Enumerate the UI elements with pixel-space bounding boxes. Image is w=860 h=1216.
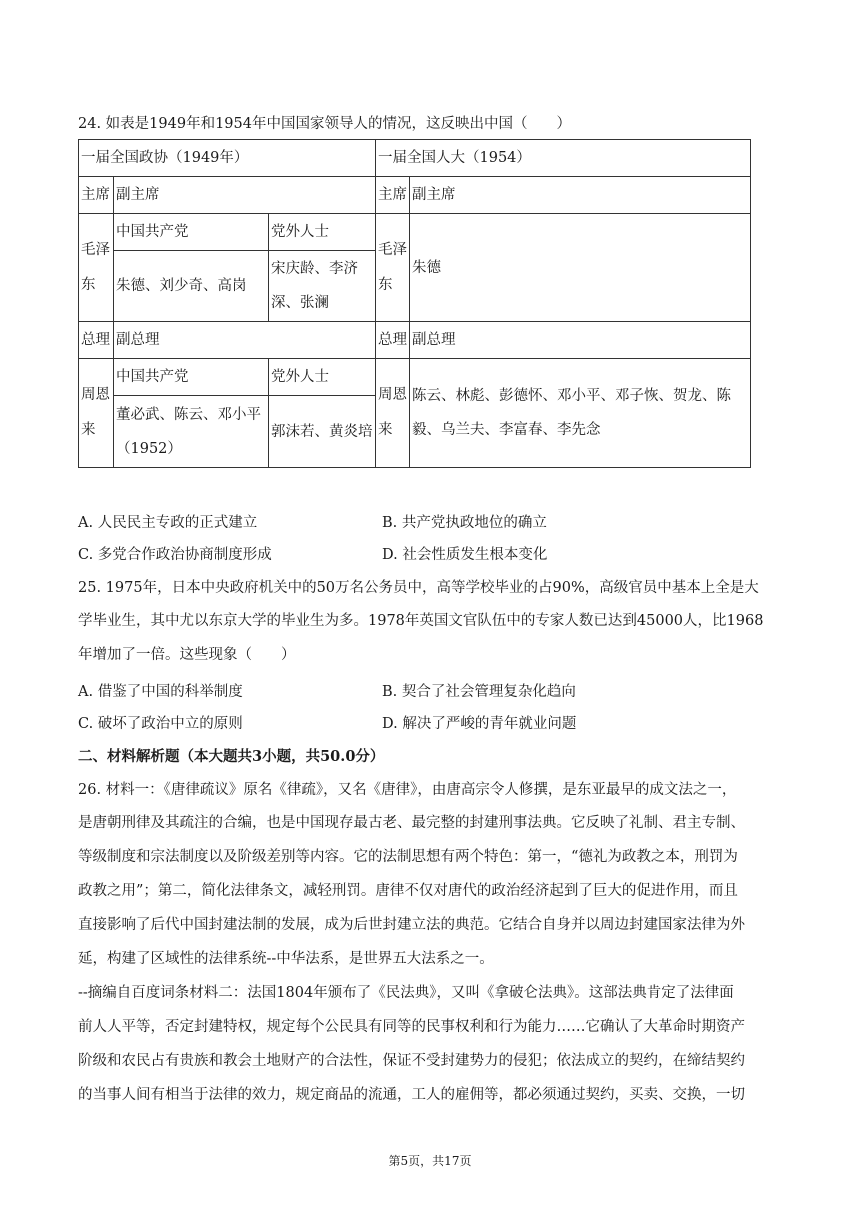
premier-zhou-left: 周恩来 bbox=[79, 359, 114, 468]
label-premier-right: 总理 bbox=[376, 322, 410, 359]
q25-line-1: 25. 1975年，日本中央政府机关中的50万名公务员中，高等学校毕业的占90%，高级官员中基本上全是大 bbox=[78, 580, 759, 596]
page-footer: 第5页，共17页 bbox=[388, 1154, 472, 1168]
q25-option-a[interactable]: A. 借鉴了中国的科举制度 bbox=[78, 684, 243, 700]
label-cpc-2: 中国共产党 bbox=[114, 359, 269, 396]
q26-line-5: 直接影响了后代中国封建法制的发展，成为后世封建立法的典范。它结合自身并以周边封建国家法律为外 bbox=[78, 917, 745, 933]
cpc-vice-chairmen-1949: 朱德、刘少奇、高岗 bbox=[114, 251, 269, 322]
q26-line-6: 延，构建了区域性的法律系统--中华法系，是世界五大法系之一。 bbox=[78, 951, 494, 967]
label-non-party-2: 党外人士 bbox=[269, 359, 376, 396]
non-party-vice-chairmen-1949: 宋庆龄、李济深、张澜 bbox=[269, 251, 376, 322]
q25-line-2: 学毕业生，其中尤以东京大学的毕业生为多。1978年英国文官队伍中的专家人数已达到45000人，比1968 bbox=[78, 613, 764, 629]
chairman-mao-right: 毛泽东 bbox=[376, 214, 410, 322]
header-cppcc-1949: 一届全国政协（1949年） bbox=[79, 140, 376, 177]
q25-option-b[interactable]: B. 契合了社会管理复杂化趋向 bbox=[382, 684, 576, 700]
header-npc-1954: 一届全国人大（1954） bbox=[376, 140, 751, 177]
label-vice-chairman-left: 副主席 bbox=[114, 177, 376, 214]
label-vice-premier-left: 副总理 bbox=[114, 322, 376, 359]
q26-line-8: 前人人平等，否定封建特权，规定每个公民具有同等的民事权利和行为能力……它确认了大革命时期资产 bbox=[78, 1019, 745, 1035]
q24-stem: 24. 如表是1949年和1954年中国国家领导人的情况，这反映出中国（ ） bbox=[78, 116, 571, 132]
q24-option-d[interactable]: D. 社会性质发生根本变化 bbox=[382, 547, 548, 563]
label-chairman-right: 主席 bbox=[376, 177, 410, 214]
label-chairman-left: 主席 bbox=[79, 177, 114, 214]
q26-line-1: 26. 材料一：《唐律疏议》原名《律疏》，又名《唐律》，由唐高宗令人修撰，是东亚最早的成文法之一， bbox=[78, 782, 737, 798]
q24-option-c[interactable]: C. 多党合作政治协商制度形成 bbox=[78, 547, 272, 563]
label-premier-left: 总理 bbox=[79, 322, 114, 359]
vice-chairman-1954: 朱德 bbox=[410, 214, 751, 322]
cpc-vice-premiers-1949: 董必武、陈云、邓小平（1952） bbox=[114, 396, 269, 468]
q24-option-b[interactable]: B. 共产党执政地位的确立 bbox=[382, 515, 547, 531]
label-non-party-1: 党外人士 bbox=[269, 214, 376, 251]
label-vice-chairman-right: 副主席 bbox=[410, 177, 751, 214]
q25-option-c[interactable]: C. 破坏了政治中立的原则 bbox=[78, 716, 243, 732]
leaders-table bbox=[78, 139, 751, 468]
q26-line-2: 是唐朝刑律及其疏注的合编，也是中国现存最古老、最完整的封建刑事法典。它反映了礼制、君主专制、 bbox=[78, 815, 745, 831]
section-2-heading: 二、材料解析题（本大题共3小题，共50.0分） bbox=[78, 748, 385, 765]
q25-line-3: 年增加了一倍。这些现象（ ） bbox=[78, 647, 296, 663]
chairman-mao-left: 毛泽东 bbox=[79, 214, 114, 322]
q24-option-a[interactable]: A. 人民民主专政的正式建立 bbox=[78, 515, 258, 531]
label-cpc-1: 中国共产党 bbox=[114, 214, 269, 251]
non-party-vice-premiers-1949: 郭沫若、黄炎培 bbox=[269, 396, 376, 468]
vice-premiers-1954: 陈云、林彪、彭德怀、邓小平、邓子恢、贺龙、陈毅、乌兰夫、李富春、李先念 bbox=[410, 359, 751, 468]
q25-option-d[interactable]: D. 解决了严峻的青年就业问题 bbox=[382, 716, 577, 732]
q26-line-10: 的当事人间有相当于法律的效力，规定商品的流通，工人的雇佣等，都必须通过契约，买卖、交换，一切 bbox=[78, 1087, 745, 1103]
q26-line-4: 政教之用”；第二，简化法律条文，减轻刑罚。唐律不仅对唐代的政治经济起到了巨大的促进作用，而且 bbox=[78, 883, 738, 899]
premier-zhou-right: 周恩来 bbox=[376, 359, 410, 468]
q26-line-3: 等级制度和宗法制度以及阶级差别等内容。它的法制思想有两个特色：第一，“德礼为政教之本，刑罚为 bbox=[78, 849, 738, 865]
q26-line-7: --摘编自百度词条材料二：法国1804年颁布了《民法典》，又叫《拿破仑法典》。这部法典肯定了法律面 bbox=[78, 985, 734, 1001]
label-vice-premier-right: 副总理 bbox=[410, 322, 751, 359]
q26-line-9: 阶级和农民占有贵族和教会土地财产的合法性，保证不受封建势力的侵犯；依法成立的契约，在缔结契约 bbox=[78, 1053, 745, 1069]
